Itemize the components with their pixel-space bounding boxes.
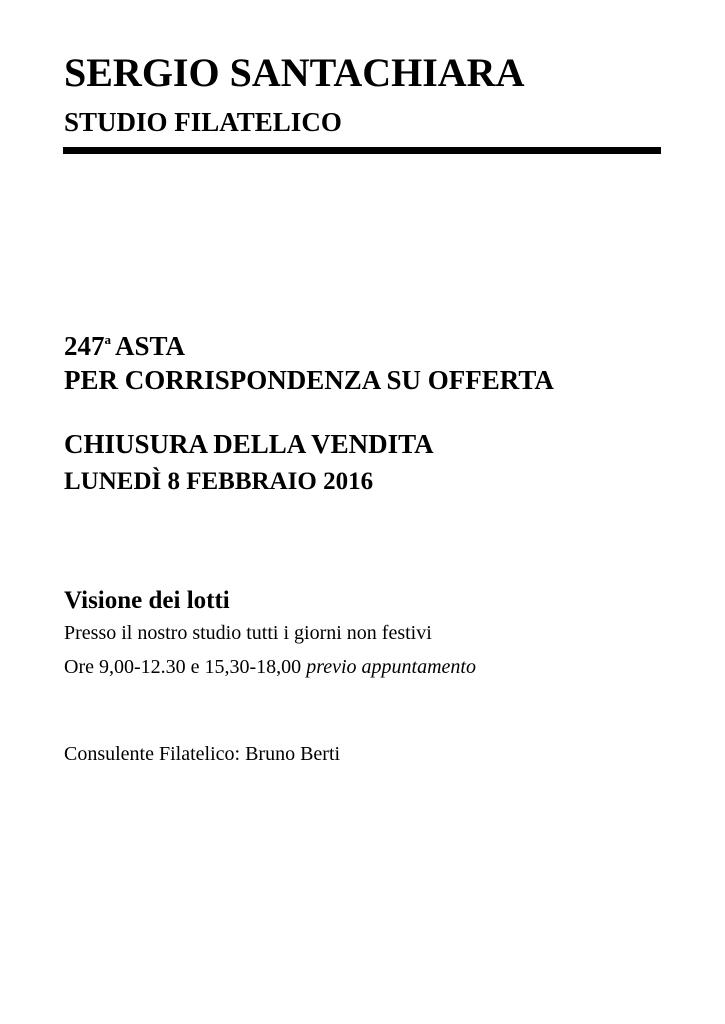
viewing-location: Presso il nostro studio tutti i giorni non festivi bbox=[64, 622, 432, 644]
viewing-hours: Ore 9,00-12.30 e 15,30-18,00 bbox=[64, 656, 302, 678]
auction-number: 247 bbox=[64, 331, 105, 361]
auction-ordinal-suffix: a bbox=[104, 332, 111, 347]
auction-label: ASTA bbox=[115, 331, 186, 361]
viewing-hours-line bbox=[64, 654, 476, 680]
consultant-line: Consulente Filatelico: Bruno Berti bbox=[64, 743, 341, 765]
company-subtitle: STUDIO FILATELICO bbox=[64, 107, 342, 137]
closing-date: LUNEDÌ 8 FEBBRAIO 2016 bbox=[64, 468, 374, 495]
auction-number-heading bbox=[64, 330, 185, 367]
closing-label: CHIUSURA DELLA VENDITA bbox=[64, 429, 434, 459]
viewing-title: Visione dei lotti bbox=[64, 587, 230, 614]
header-divider bbox=[63, 147, 661, 154]
auction-type: PER CORRISPONDENZA SU OFFERTA bbox=[64, 365, 554, 395]
company-title: SERGIO SANTACHIARA bbox=[64, 50, 525, 95]
viewing-hours-note: previo appuntamento bbox=[306, 656, 476, 678]
